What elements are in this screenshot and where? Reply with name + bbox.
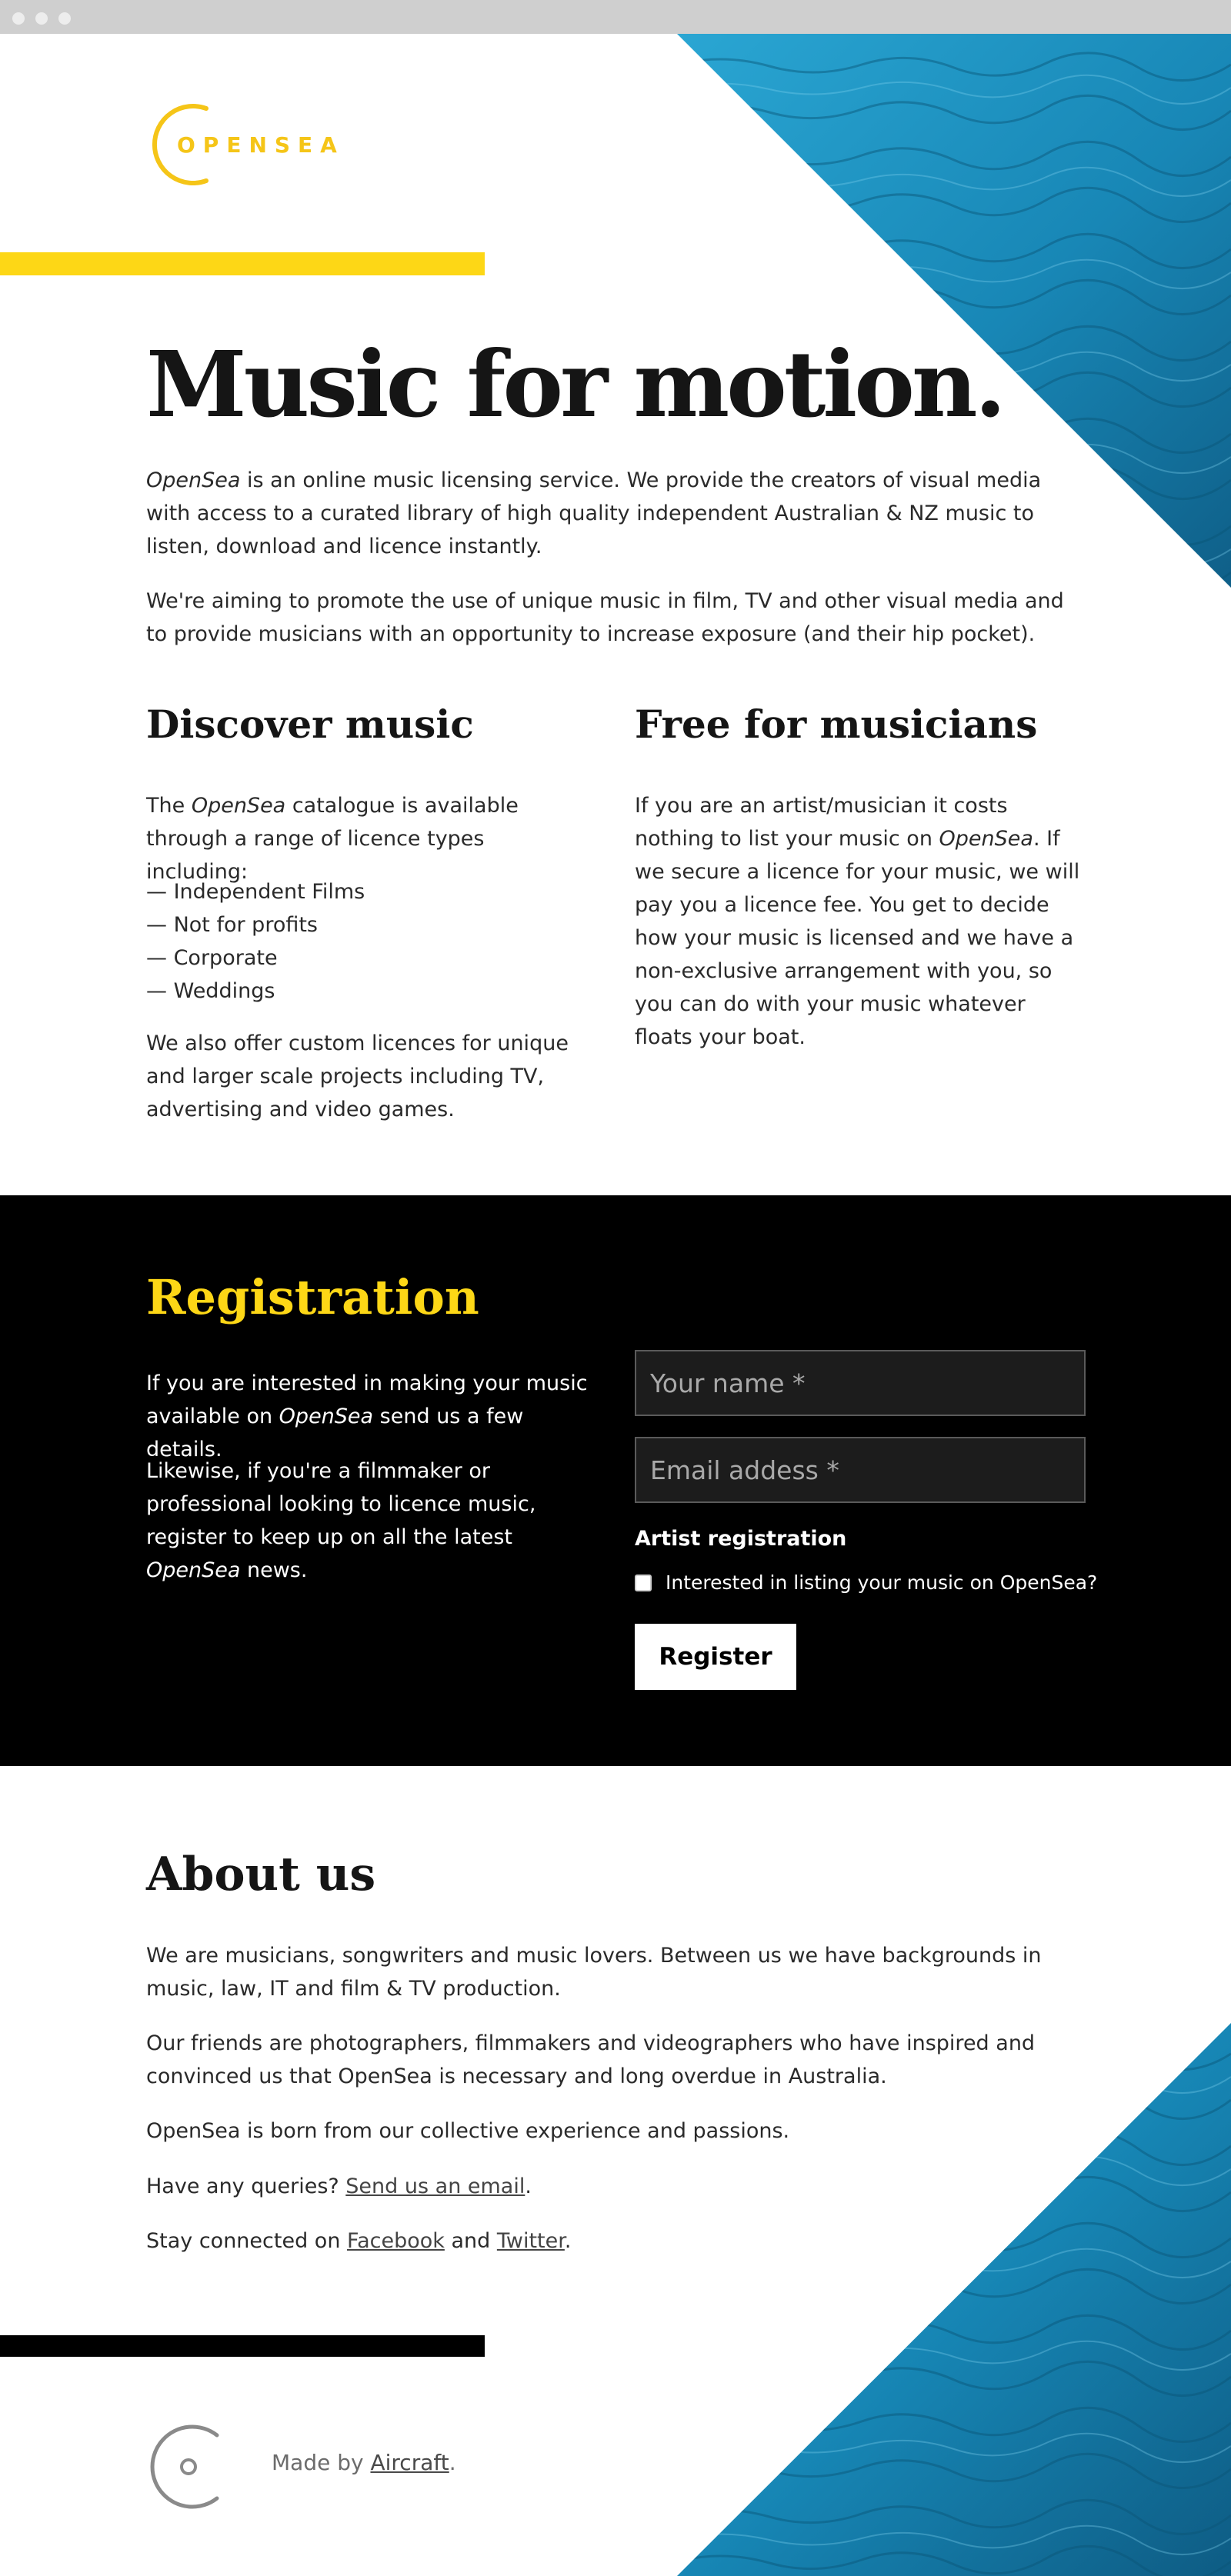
made-by-text: Made by xyxy=(272,2450,371,2475)
licence-type-list xyxy=(146,875,592,1008)
sea-image-bottom xyxy=(677,2023,1231,2576)
brand-italic: OpenSea xyxy=(146,1558,241,1582)
made-by-text: . xyxy=(449,2450,456,2475)
sea-texture xyxy=(677,2023,1231,2576)
about-paragraph: Our friends are photographers, filmmakers and videographers who have inspired and convinced us that OpenSea is necessary and long overdue in Australia. xyxy=(146,2031,1036,2088)
registration-heading: Registration xyxy=(146,1269,479,1325)
artist-registration-label: Artist registration xyxy=(635,1527,847,1551)
registration-text: send us a few details. xyxy=(146,1405,524,1461)
registration-text: If you are interested in making your music available on xyxy=(146,1371,588,1428)
brand-italic: OpenSea xyxy=(146,468,241,492)
window-dot-icon[interactable] xyxy=(12,12,25,25)
list-item: — Independent Films xyxy=(146,880,365,904)
registration-text: news. xyxy=(240,1558,308,1582)
social-text: and xyxy=(444,2229,497,2253)
window-dot-icon[interactable] xyxy=(58,12,71,25)
accent-bar xyxy=(0,252,485,275)
musicians-text-part: If you are an artist/musician it costs nothing to list your music on xyxy=(635,794,1008,851)
register-button[interactable]: Register xyxy=(635,1624,796,1690)
made-by-credit xyxy=(272,2450,456,2475)
social-text: . xyxy=(564,2229,572,2253)
twitter-link[interactable]: Twitter xyxy=(496,2229,565,2253)
registration-filmmaker-text xyxy=(146,1455,577,1587)
musicians-text xyxy=(635,789,1089,1054)
email-input[interactable] xyxy=(635,1437,1086,1503)
brand-italic: OpenSea xyxy=(939,827,1033,851)
footer-logo-icon xyxy=(146,2424,231,2509)
email-link[interactable]: Send us an email xyxy=(345,2174,525,2198)
name-input[interactable] xyxy=(635,1350,1086,1416)
discover-intro xyxy=(146,789,592,888)
list-item: — Not for profits xyxy=(146,913,319,937)
registration-text: Likewise, if you're a filmmaker or professional looking to licence music, register to keep up on all the latest xyxy=(146,1459,536,1549)
page-title: Music for motion. xyxy=(146,331,1003,438)
artist-checkbox-row[interactable] xyxy=(635,1571,1097,1594)
social-text: Stay connected on xyxy=(146,2229,348,2253)
discover-intro-text: catalogue is available through a range of licence types including: xyxy=(146,794,519,884)
artist-checkbox[interactable] xyxy=(635,1575,652,1591)
discover-heading: Discover music xyxy=(146,701,474,747)
hero-mission: We're aiming to promote the use of unique music in film, TV and other visual media and to provide musicians with an opportunity to increase exposure (and their hip pocket). xyxy=(146,589,1064,646)
registration-intro xyxy=(146,1367,592,1466)
browser-title-bar xyxy=(0,0,1231,34)
brand-italic: OpenSea xyxy=(279,1405,374,1428)
list-item: — Weddings xyxy=(146,979,275,1003)
musicians-heading: Free for musicians xyxy=(635,701,1038,747)
queries-text: . xyxy=(525,2174,532,2198)
about-paragraph: We are musicians, songwriters and music lovers. Between us we have backgrounds in music, law, IT and film & TV production. xyxy=(146,1944,1042,2001)
queries-line xyxy=(146,2170,1054,2203)
logo-wordmark: OPENSEA xyxy=(177,132,345,158)
artist-checkbox-label[interactable]: Interested in listing your music on OpenSea? xyxy=(666,1571,1098,1594)
queries-text: Have any queries? xyxy=(146,2174,346,2198)
list-item: — Corporate xyxy=(146,946,278,970)
hero-intro-text: is an online music licensing service. We provide the creators of visual media with access to a curated library of high quality independent Australian & NZ music to listen, download and licence instantly. xyxy=(146,468,1042,558)
aircraft-link[interactable]: Aircraft xyxy=(370,2450,449,2475)
window-dot-icon[interactable] xyxy=(35,12,48,25)
facebook-link[interactable]: Facebook xyxy=(347,2229,445,2253)
social-line xyxy=(146,2224,1054,2258)
discover-outro: We also offer custom licences for unique and larger scale projects including TV, advertising and video games. xyxy=(146,1031,569,1121)
discover-intro-text: The xyxy=(146,794,192,818)
opensea-logo[interactable] xyxy=(146,102,377,187)
brand-italic: OpenSea xyxy=(191,794,286,818)
musicians-text-part: . If we secure a licence for your music, we will pay you a licence fee. You get to decide how your music is licensed and we have a non-exclusive arrangement with you, so you can do with your music whatever floats your boat. xyxy=(635,827,1080,1049)
footer-divider-bar xyxy=(0,2335,485,2357)
hero-intro xyxy=(146,464,1054,563)
about-paragraph: OpenSea is born from our collective experience and passions. xyxy=(146,2119,790,2143)
about-heading: About us xyxy=(146,1848,376,1901)
